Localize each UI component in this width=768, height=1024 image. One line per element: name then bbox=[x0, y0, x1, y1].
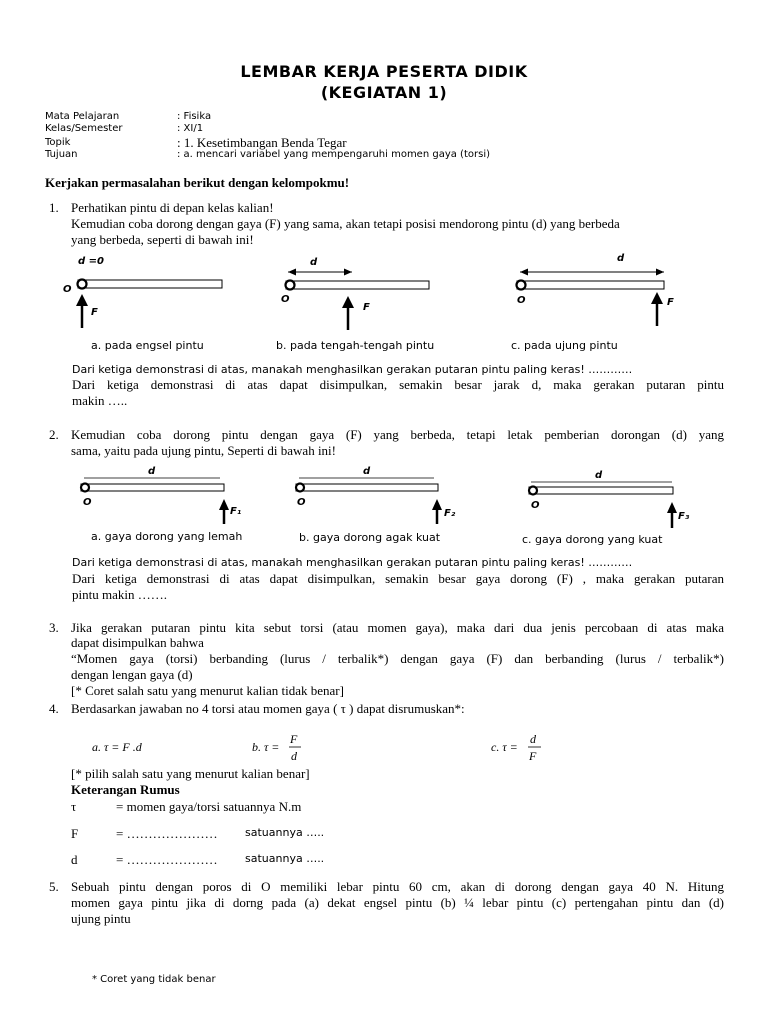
q2-answer: pintu makin ……. bbox=[72, 587, 167, 602]
label-o: O bbox=[63, 284, 72, 295]
formula-numerator: d bbox=[530, 732, 536, 746]
ket-symbol: τ bbox=[71, 799, 77, 814]
door-figure-middle bbox=[286, 269, 430, 331]
label-o: O bbox=[531, 500, 540, 511]
q1-number: 1. bbox=[49, 200, 59, 215]
meta-label: Topik bbox=[45, 137, 71, 148]
ket-text: = ………………… bbox=[116, 826, 218, 841]
page-title: LEMBAR KERJA PESERTA DIDIK bbox=[240, 62, 528, 81]
figure-caption: b. pada tengah-tengah pintu bbox=[276, 339, 435, 352]
label-o: O bbox=[281, 294, 290, 305]
label-d: d bbox=[310, 257, 318, 268]
meta-value: : a. mencari variabel yang mempengaruhi momen gaya (torsi) bbox=[177, 149, 490, 160]
formula-option-b: b. τ = bbox=[252, 740, 280, 754]
label-f2: F₂ bbox=[444, 508, 456, 519]
figure-caption: b. gaya dorong agak kuat bbox=[299, 531, 441, 544]
q1-text: Perhatikan pintu di depan kelas kalian! bbox=[71, 200, 274, 215]
door-figure-medium-force bbox=[296, 478, 442, 524]
formula-option-c: c. τ = bbox=[491, 740, 518, 754]
label-f: F bbox=[667, 297, 674, 308]
q1-answer: Dari ketiga demonstrasi di atas dapat disimpulkan, semakin besar jarak d, maka gerakan putaran pintu bbox=[72, 377, 724, 392]
figure-caption: c. pada ujung pintu bbox=[511, 339, 618, 352]
q1-text: Kemudian coba dorong dengan gaya (F) yang sama, akan tetapi posisi mendorong pintu (d) yang berbeda bbox=[71, 216, 620, 231]
label-d: d bbox=[148, 466, 156, 477]
q4-number: 4. bbox=[49, 701, 59, 716]
door-figure-strong-force bbox=[529, 482, 677, 528]
q3-text: dengan lengan gaya (d) bbox=[71, 667, 193, 682]
label-f: F bbox=[363, 302, 370, 313]
label-o: O bbox=[83, 497, 92, 508]
ket-unit: satuannya ….. bbox=[245, 826, 325, 839]
figure-caption: c. gaya dorong yang kuat bbox=[522, 533, 663, 546]
ket-title: Keterangan Rumus bbox=[71, 782, 180, 797]
footer-note: * Coret yang tidak benar bbox=[92, 974, 216, 985]
q2-text: Kemudian coba dorong pintu dengan gaya (F) yang berbeda, tetapi letak pemberian dorongan (d) yang bbox=[71, 427, 724, 442]
q1-answer: makin ….. bbox=[72, 393, 128, 408]
q5-number: 5. bbox=[49, 879, 59, 894]
formula-option-a: a. τ = F .d bbox=[92, 740, 142, 754]
instruction: Kerjakan permasalahan berikut dengan kelompokmu! bbox=[45, 175, 350, 190]
meta-label: Mata Pelajaran bbox=[45, 111, 120, 122]
figure-caption: a. gaya dorong yang lemah bbox=[91, 530, 243, 543]
meta-value: : 1. Kesetimbangan Benda Tegar bbox=[177, 135, 347, 150]
q3-text: “Momen gaya (torsi) berbanding (lurus / terbalik*) dengan gaya (F) dan berbanding (lurus / terbalik*) bbox=[71, 651, 724, 666]
door-figure-hinge bbox=[76, 280, 222, 329]
q3-text: Jika gerakan putaran pintu kita sebut torsi (atau momen gaya), maka dari dua jenis percobaan di atas maka bbox=[71, 620, 724, 635]
q2-answer: Dari ketiga demonstrasi di atas dapat disimpulkan, semakin besar gaya dorong (F) , maka gerakan putaran bbox=[72, 571, 724, 586]
label-o: O bbox=[517, 295, 526, 306]
formula-denominator: d bbox=[291, 749, 297, 763]
door-figure-weak-force bbox=[81, 478, 229, 524]
ket-unit: satuannya ….. bbox=[245, 852, 325, 865]
formula-numerator: F bbox=[290, 732, 298, 746]
door-figure-end bbox=[517, 269, 665, 327]
figure-caption: a. pada engsel pintu bbox=[91, 339, 204, 352]
label-d: d bbox=[363, 466, 371, 477]
q5-text: momen gaya pintu jika di dorng pada (a) dekat engsel pintu (b) ¼ lebar pintu (c) pertengahan pintu dan (d) bbox=[71, 895, 724, 910]
label-f1: F₁ bbox=[230, 506, 242, 517]
meta-label: Tujuan bbox=[45, 149, 78, 160]
q2-number: 2. bbox=[49, 427, 59, 442]
meta-value: : XI/1 bbox=[177, 123, 204, 134]
ket-symbol: d bbox=[71, 852, 78, 867]
q2-text: sama, yaitu pada ujung pintu, Seperti di bawah ini! bbox=[71, 443, 336, 458]
label-d: d bbox=[595, 470, 603, 481]
q4-text: Berdasarkan jawaban no 4 torsi atau momen gaya ( τ ) dapat disrumuskan*: bbox=[71, 701, 465, 716]
q5-text: Sebuah pintu dengan poros di O memiliki lebar pintu 60 cm, akan di dorong dengan gaya 40 N. Hitung bbox=[71, 879, 724, 894]
q4-note: [* pilih salah satu yang menurut kalian benar] bbox=[71, 766, 310, 781]
meta-value: : Fisika bbox=[177, 111, 212, 122]
meta-label: Kelas/Semester bbox=[45, 123, 123, 134]
label-o: O bbox=[297, 497, 306, 508]
formula-denominator: F bbox=[529, 749, 537, 763]
q3-text: dapat disimpulkan bahwa bbox=[71, 635, 204, 650]
label-f3: F₃ bbox=[678, 511, 690, 522]
ket-text: = ………………… bbox=[116, 852, 218, 867]
label-d-zero: d =0 bbox=[78, 256, 104, 267]
page-subtitle: (KEGIATAN 1) bbox=[320, 83, 448, 102]
label-d: d bbox=[617, 253, 625, 264]
q3-number: 3. bbox=[49, 620, 59, 635]
ket-symbol: F bbox=[71, 826, 79, 841]
q1-answer: Dari ketiga demonstrasi di atas, manakah menghasilkan gerakan putaran pintu paling keras! ………… bbox=[72, 363, 633, 376]
q3-text: [* Coret salah satu yang menurut kalian tidak benar] bbox=[71, 683, 344, 698]
q5-text: ujung pintu bbox=[71, 911, 131, 926]
ket-text: = momen gaya/torsi satuannya N.m bbox=[116, 799, 302, 814]
q2-answer: Dari ketiga demonstrasi di atas, manakah menghasilkan gerakan putaran pintu paling keras! ………… bbox=[72, 556, 633, 569]
label-f: F bbox=[91, 307, 98, 318]
q1-text: yang berbeda, seperti di bawah ini! bbox=[71, 232, 254, 247]
